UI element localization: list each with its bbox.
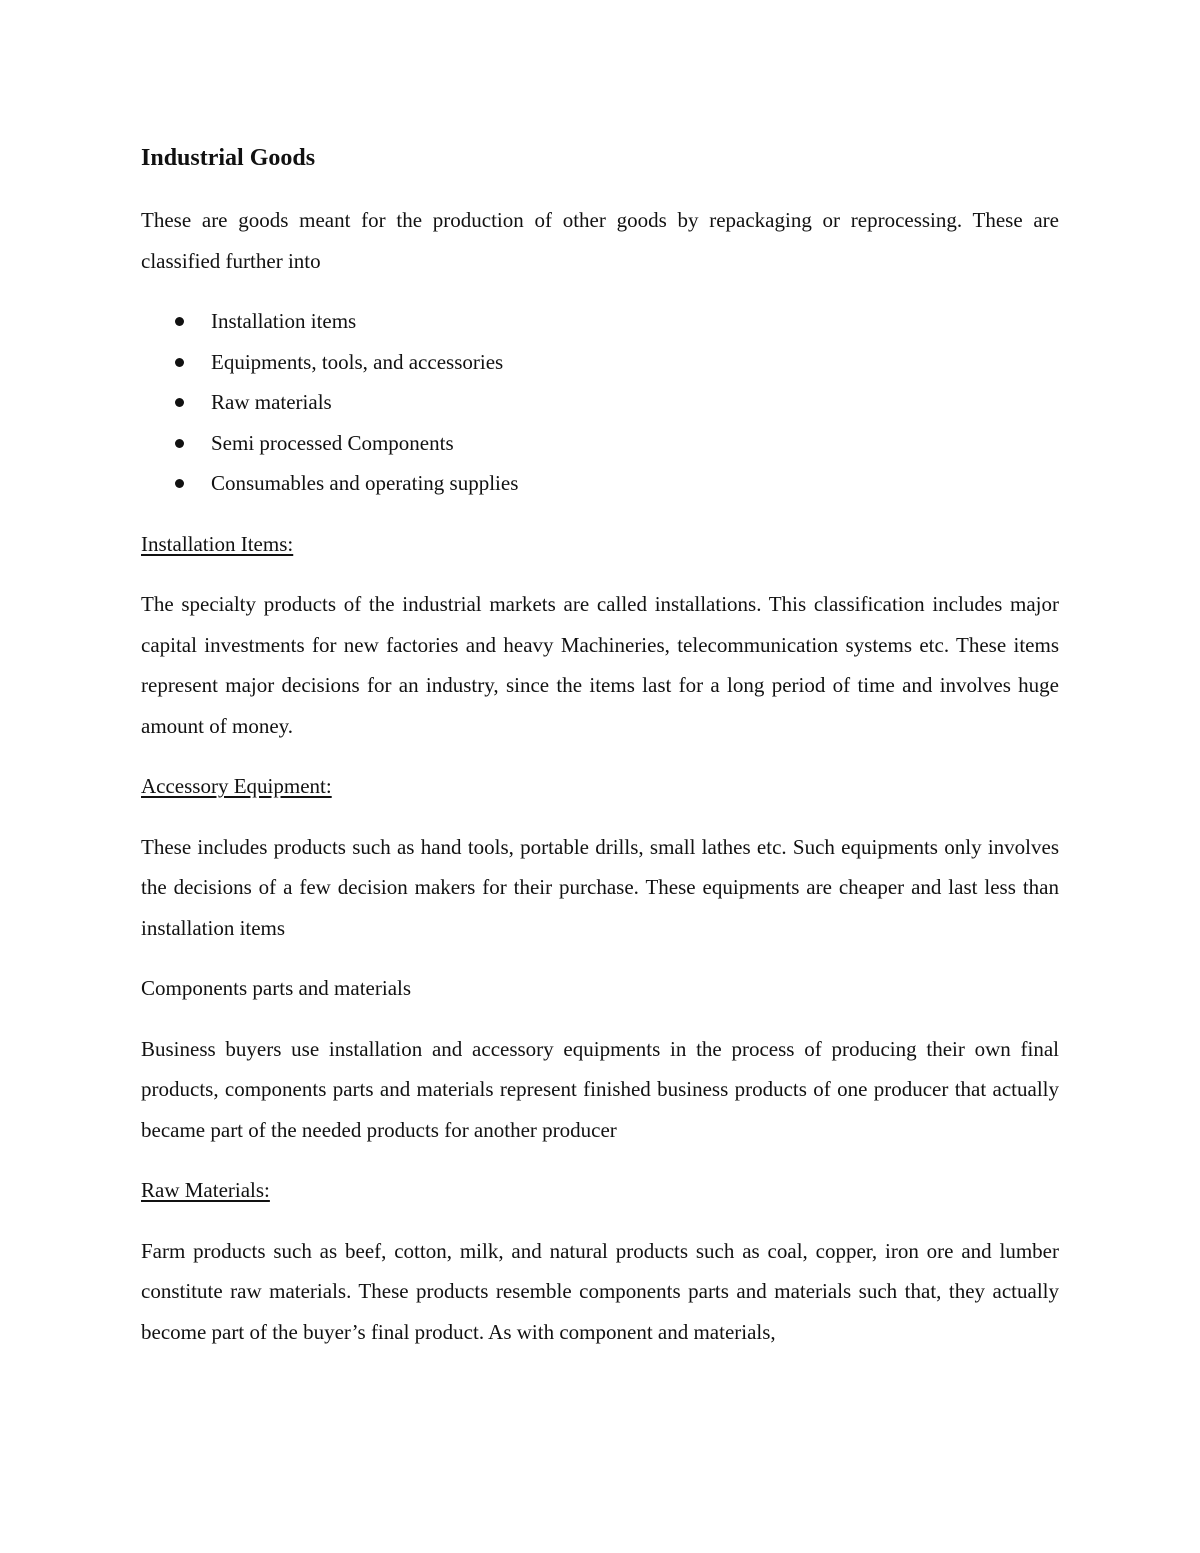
installation-paragraph: The specialty products of the industrial markets are called installations. This classification includes major capital investments for new factories and heavy Machineries, telecommunication systems etc. These items represent major decisions for an industry, since the items last for a long period of time and involves huge amount of money. (141, 592, 1059, 738)
list-item: Raw materials (141, 382, 1059, 423)
document-page (141, 138, 1059, 1372)
components-heading: Components parts and materials (141, 976, 412, 1000)
bullet-icon (175, 317, 184, 326)
raw-materials-heading: Raw Materials: (141, 1178, 270, 1202)
list-item: Semi processed Components (141, 423, 1059, 464)
bullet-icon (175, 479, 184, 488)
classification-list (141, 301, 1059, 504)
bullet-icon (175, 398, 184, 407)
components-paragraph: Business buyers use installation and accessory equipments in the process of producing their own final products, components parts and materials represent finished business products of one producer that actually became part of the needed products for another producer (141, 1036, 1059, 1142)
bullet-icon (175, 439, 184, 448)
accessory-paragraph: These includes products such as hand tools, portable drills, small lathes etc. Such equipments only involves the decisions of a few decision makers for their purchase. These equipments are cheaper and last less than installation items (141, 834, 1059, 940)
list-item: Consumables and operating supplies (141, 463, 1059, 504)
raw-materials-paragraph: Farm products such as beef, cotton, milk, and natural products such as coal, copper, iron ore and lumber constitute raw materials. These products resemble components parts and materials such that, they actually become part of the buyer’s final product. As with component and materials, (141, 1238, 1059, 1344)
installation-heading: Installation Items: (141, 531, 294, 556)
page-title: Industrial Goods (141, 145, 316, 171)
list-item: Installation items (141, 301, 1059, 342)
intro-paragraph: These are goods meant for the production of other goods by repackaging or reprocessing. These are classified further into (141, 208, 1059, 273)
list-item: Equipments, tools, and accessories (141, 342, 1059, 383)
bullet-icon (175, 358, 184, 367)
accessory-heading: Accessory Equipment: (141, 774, 332, 798)
